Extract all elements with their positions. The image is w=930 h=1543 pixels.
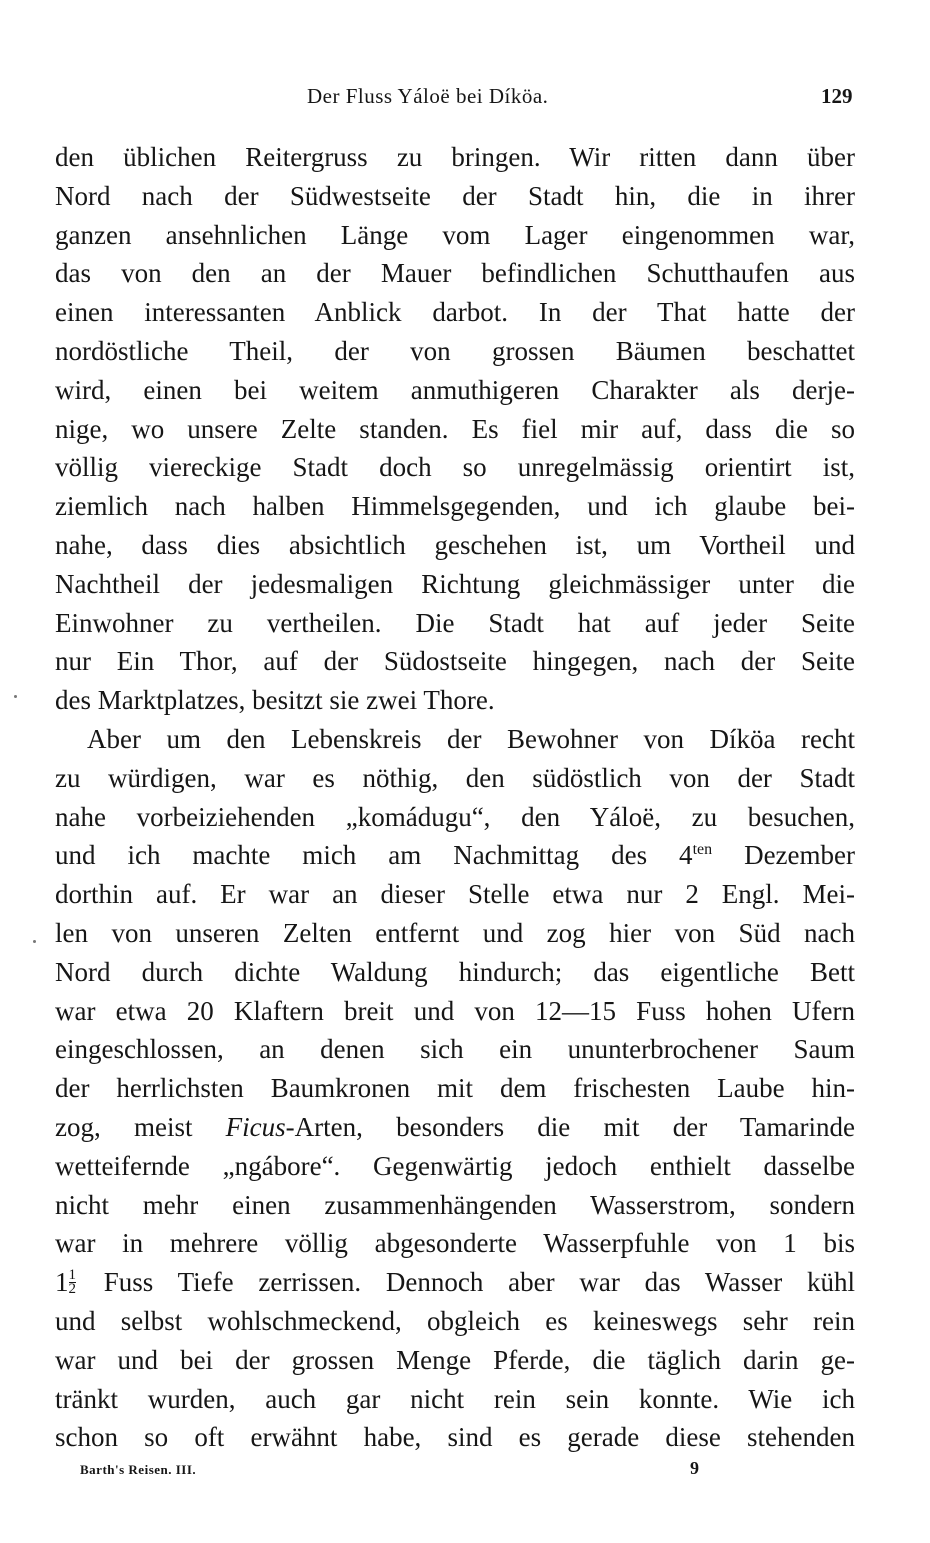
text-line: len von unseren Zelten entfernt und zog hier von Süd nach (55, 917, 855, 948)
text-line: nicht mehr einen zusammenhängenden Wasserstrom, sondern (55, 1189, 855, 1220)
text-line: schon so oft erwähnt habe, sind es gerade diese stehenden (55, 1422, 855, 1453)
fraction-numerator: 1 (68, 1267, 76, 1284)
text-line: dorthin auf. Er war an dieser Stelle etwa nur 2 Engl. Mei- (55, 879, 855, 910)
text-line: war und bei der grossen Menge Pferde, die täglich darin ge- (55, 1344, 855, 1375)
text-line: war in mehrere völlig abgesonderte Wasserpfuhle von 1 bis (55, 1228, 855, 1259)
paragraph-1 (55, 138, 855, 720)
text-line: der herrlichsten Baumkronen mit dem frischesten Laube hin- (55, 1073, 855, 1104)
text-line: Nachtheil der jedesmaligen Richtung gleichmässiger unter die (55, 568, 855, 599)
text-line: das von den an der Mauer befindlichen Schutthaufen aus (55, 258, 855, 289)
text-line: nahe, dass dies absichtlich geschehen ist, um Vortheil und (55, 529, 855, 560)
text-line: nur Ein Thor, auf der Südostseite hingegen, nach der Seite (55, 646, 855, 677)
text-line: nordöstliche Theil, der von grossen Bäumen beschattet (55, 335, 855, 366)
text-line: des Marktplatzes, besitzt sie zwei Thore. (55, 685, 495, 716)
text-line: wird, einen bei weitem anmuthigeren Charakter als derje- (55, 374, 855, 405)
text-run: zog, meist (55, 1111, 226, 1142)
text-run: Dezember (712, 840, 855, 871)
mixed-number-whole: 1 (55, 1267, 69, 1298)
fraction-denominator: 2 (68, 1281, 76, 1298)
text-line (55, 1263, 855, 1302)
text-line: einen interessanten Anblick darbot. In der That hatte der (55, 297, 855, 328)
running-title: Der Fluss Yáloë bei Díköa. (307, 84, 549, 108)
text-line: Nord durch dichte Waldung hindurch; das eigentliche Bett (55, 956, 855, 987)
fraction (69, 1269, 77, 1296)
ordinal-superscript: ten (692, 841, 713, 859)
text-line (55, 836, 855, 875)
running-head (0, 84, 930, 116)
text-line: ganzen ansehnlichen Länge vom Lager eingenommen war, (55, 219, 855, 250)
text-line: war etwa 20 Klaftern breit und von 12—15 Fuss hohen Ufern (55, 995, 855, 1026)
body-text (55, 138, 855, 1457)
text-line: zu würdigen, war es nöthig, den südöstlich von der Stadt (55, 762, 855, 793)
text-line: ziemlich nach halben Himmelsgegenden, und ich glaube bei- (55, 491, 855, 522)
scan-speck (14, 695, 17, 698)
sheet-number: 9 (690, 1458, 699, 1478)
text-line: wetteifernde „ngábore“. Gegenwärtig jedoch enthielt dasselbe (55, 1150, 855, 1181)
text-line: Aber um den Lebenskreis der Bewohner von Díköa recht (87, 723, 855, 754)
page-number: 129 (821, 84, 853, 108)
text-line: eingeschlossen, an denen sich ein ununterbrochener Saum (55, 1034, 855, 1065)
text-line: völlig viereckige Stadt doch so unregelmässig orientirt ist, (55, 452, 855, 483)
text-line: Einwohner zu vertheilen. Die Stadt hat auf jeder Seite (55, 607, 855, 638)
text-line: nahe vorbeiziehenden „komádugu“, den Yáloë, zu besuchen, (55, 801, 855, 832)
scan-speck (33, 940, 36, 943)
paragraph-2 (55, 720, 855, 1457)
text-run: und ich machte mich am Nachmittag des 4 (55, 840, 693, 871)
text-line: den üblichen Reitergruss zu bringen. Wir ritten dann über (55, 142, 855, 172)
text-run: Fuss Tiefe zerrissen. Dennoch aber war das Wasser kühl (79, 1267, 855, 1298)
italic-term: Ficus (225, 1111, 286, 1142)
text-line (55, 1108, 855, 1147)
text-line: und selbst wohlschmeckend, obgleich es keineswegs sehr rein (55, 1305, 855, 1336)
signature-mark: Barth's Reisen. III. (80, 1462, 197, 1477)
text-line: tränkt wurden, auch gar nicht rein sein konnte. Wie ich (55, 1383, 855, 1414)
text-line: Nord nach der Südwestseite der Stadt hin, die in ihrer (55, 180, 855, 211)
text-run: -Arten, besonders die mit der Tamarinde (285, 1111, 855, 1142)
text-line: nige, wo unsere Zelte standen. Es fiel mir auf, dass die so (55, 413, 855, 444)
